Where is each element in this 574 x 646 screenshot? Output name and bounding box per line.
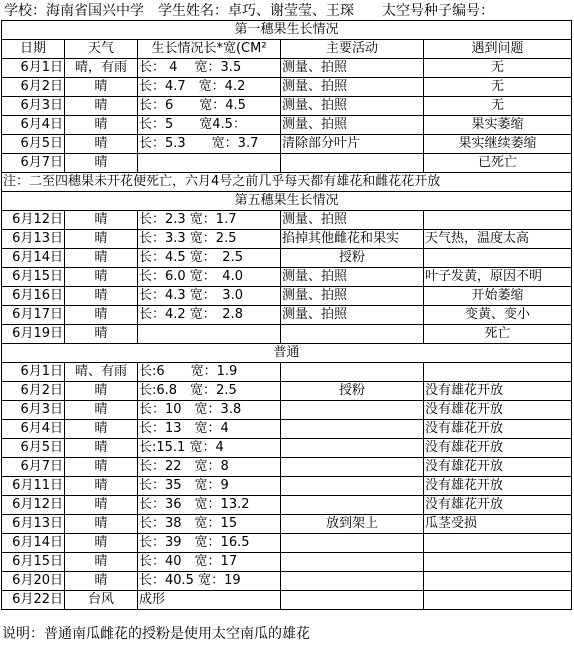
growth-cell: 长：4.3 宽： 3.0 [138, 287, 281, 306]
date-cell: 6月4日 [2, 420, 65, 439]
weather-cell: 晴 [65, 211, 138, 230]
weather-cell: 晴 [65, 325, 138, 344]
growth-cell: 长：5.3 宽：3.7 [138, 135, 281, 154]
table-row [2, 553, 572, 572]
activity-cell: 测量、拍照 [281, 306, 424, 325]
growth-cell: 长:6.8 宽：2.5 [138, 382, 281, 401]
growth-cell: 长：3.3 宽：2.5 [138, 230, 281, 249]
date-cell: 6月7日 [2, 154, 65, 173]
date-cell: 6月14日 [2, 249, 65, 268]
problem-cell: 没有雄花开放 [424, 458, 572, 477]
weather-cell: 晴 [65, 439, 138, 458]
activity-cell [281, 325, 424, 344]
table-row [2, 496, 572, 515]
growth-cell: 长：5 宽4.5： [138, 116, 281, 135]
weather-cell: 晴 [65, 458, 138, 477]
problem-cell [424, 572, 572, 591]
date-cell: 6月13日 [2, 230, 65, 249]
activity-cell [281, 154, 424, 173]
column-header: 日期 [2, 40, 65, 59]
activity-cell: 掐掉其他雌花和果实 [281, 230, 424, 249]
growth-cell: 长：40.5 宽：19 [138, 572, 281, 591]
activity-cell: 测量、拍照 [281, 211, 424, 230]
problem-cell: 叶子发黄，原因不明 [424, 268, 572, 287]
table-row [2, 97, 572, 116]
weather-cell: 晴、有雨 [65, 363, 138, 382]
weather-cell: 晴 [65, 496, 138, 515]
weather-cell: 晴 [65, 553, 138, 572]
table-row [2, 135, 572, 154]
table-row [2, 534, 572, 553]
growth-cell: 长：35 宽：9 [138, 477, 281, 496]
problem-cell: 没有雄花开放 [424, 382, 572, 401]
problem-cell: 死亡 [424, 325, 572, 344]
growth-cell: 长：22 宽：8 [138, 458, 281, 477]
weather-cell: 晴 [65, 382, 138, 401]
activity-cell [281, 458, 424, 477]
activity-cell [281, 534, 424, 553]
problem-cell: 没有雄花开放 [424, 477, 572, 496]
note-text: 注：二至四穗果未开花便死亡，六月4号之前几乎每天都有雄花和雌花花开放 [2, 173, 572, 192]
weather-cell: 晴 [65, 154, 138, 173]
table-row [2, 325, 572, 344]
date-cell: 6月15日 [2, 553, 65, 572]
section1-title-row [2, 21, 572, 40]
activity-cell: 授粉 [281, 382, 424, 401]
growth-cell: 长：6 宽：4.5 [138, 97, 281, 116]
table-row [2, 572, 572, 591]
growth-cell: 成形 [138, 591, 281, 610]
column-header: 生长情况长*宽(CM² [138, 40, 281, 59]
growth-record-table [1, 20, 572, 610]
table-row [2, 401, 572, 420]
activity-cell: 测量、拍照 [281, 78, 424, 97]
column-header: 主要活动 [281, 40, 424, 59]
problem-cell: 已死亡 [424, 154, 572, 173]
problem-cell [424, 591, 572, 610]
date-cell: 6月13日 [2, 515, 65, 534]
column-header: 天气 [65, 40, 138, 59]
table-row [2, 439, 572, 458]
problem-cell: 无 [424, 97, 572, 116]
weather-cell: 晴，有雨 [65, 59, 138, 78]
column-header-row [2, 40, 572, 59]
table-row [2, 230, 572, 249]
growth-cell [138, 325, 281, 344]
weather-cell: 晴 [65, 230, 138, 249]
problem-cell: 无 [424, 78, 572, 97]
activity-cell: 授粉 [281, 249, 424, 268]
problem-cell: 没有雄花开放 [424, 496, 572, 515]
activity-cell [281, 439, 424, 458]
date-cell: 6月3日 [2, 401, 65, 420]
date-cell: 6月5日 [2, 135, 65, 154]
problem-cell: 天气热，温度太高 [424, 230, 572, 249]
weather-cell: 晴 [65, 572, 138, 591]
activity-cell: 测量、拍照 [281, 287, 424, 306]
growth-cell: 长：39 宽：16.5 [138, 534, 281, 553]
problem-cell [424, 534, 572, 553]
table-row [2, 420, 572, 439]
activity-cell: 测量、拍照 [281, 116, 424, 135]
table-row [2, 382, 572, 401]
weather-cell: 晴 [65, 97, 138, 116]
growth-cell: 长：4.5 宽： 2.5 [138, 249, 281, 268]
table-row [2, 249, 572, 268]
activity-cell [281, 401, 424, 420]
growth-cell: 长：10 宽：3.8 [138, 401, 281, 420]
activity-cell [281, 477, 424, 496]
activity-cell: 测量、拍照 [281, 97, 424, 116]
weather-cell: 晴 [65, 78, 138, 97]
activity-cell [281, 553, 424, 572]
note-row [2, 173, 572, 192]
date-cell: 6月2日 [2, 382, 65, 401]
weather-cell: 晴 [65, 249, 138, 268]
growth-cell: 长：40 宽：17 [138, 553, 281, 572]
table-row [2, 458, 572, 477]
growth-cell: 长：13 宽：4 [138, 420, 281, 439]
table-row [2, 59, 572, 78]
date-cell: 6月12日 [2, 211, 65, 230]
activity-cell [281, 591, 424, 610]
table-row [2, 116, 572, 135]
growth-cell: 长:6 宽：1.9 [138, 363, 281, 382]
weather-cell: 晴 [65, 401, 138, 420]
section2-title-row [2, 192, 572, 211]
table-row [2, 515, 572, 534]
date-cell: 6月2日 [2, 78, 65, 97]
activity-cell [281, 363, 424, 382]
table-row [2, 591, 572, 610]
activity-cell: 清除部分叶片 [281, 135, 424, 154]
date-cell: 6月11日 [2, 477, 65, 496]
date-cell: 6月1日 [2, 363, 65, 382]
activity-cell: 测量、拍照 [281, 59, 424, 78]
weather-cell: 晴 [65, 287, 138, 306]
problem-cell [424, 249, 572, 268]
problem-cell: 变黄、变小 [424, 306, 572, 325]
date-cell: 6月4日 [2, 116, 65, 135]
activity-cell [281, 420, 424, 439]
weather-cell: 晴 [65, 515, 138, 534]
header-line: 学校：海南省国兴中学 学生姓名：卓巧、谢莹莹、王琛 太空号种子编号： [4, 3, 494, 19]
problem-cell: 无 [424, 59, 572, 78]
table-row [2, 306, 572, 325]
date-cell: 6月1日 [2, 59, 65, 78]
weather-cell: 晴 [65, 534, 138, 553]
date-cell: 6月22日 [2, 591, 65, 610]
problem-cell [424, 211, 572, 230]
weather-cell: 晴 [65, 135, 138, 154]
date-cell: 6月20日 [2, 572, 65, 591]
footer-note: 说明：普通南瓜雌花的授粉是使用太空南瓜的雄花 [2, 626, 310, 642]
problem-cell: 果实萎缩 [424, 116, 572, 135]
problem-cell: 开始萎缩 [424, 287, 572, 306]
problem-cell: 没有雄花开放 [424, 439, 572, 458]
table-row [2, 268, 572, 287]
date-cell: 6月3日 [2, 97, 65, 116]
weather-cell: 晴 [65, 477, 138, 496]
weather-cell: 晴 [65, 268, 138, 287]
problem-cell: 瓜茎受损 [424, 515, 572, 534]
section3-title-row [2, 344, 572, 363]
problem-cell: 没有雄花开放 [424, 420, 572, 439]
weather-cell: 台风 [65, 591, 138, 610]
growth-cell: 长：4.2 宽： 2.8 [138, 306, 281, 325]
date-cell: 6月16日 [2, 287, 65, 306]
table-row [2, 154, 572, 173]
growth-cell: 长：4.7 宽：4.2 [138, 78, 281, 97]
table-row [2, 287, 572, 306]
weather-cell: 晴 [65, 116, 138, 135]
section2-title: 第五穗果生长情况 [2, 192, 572, 211]
column-header: 遇到问题 [424, 40, 572, 59]
table-row [2, 363, 572, 382]
weather-cell: 晴 [65, 420, 138, 439]
growth-cell: 长：2.3 宽：1.7 [138, 211, 281, 230]
activity-cell: 放到架上 [281, 515, 424, 534]
date-cell: 6月7日 [2, 458, 65, 477]
weather-cell: 晴 [65, 306, 138, 325]
date-cell: 6月12日 [2, 496, 65, 515]
growth-cell [138, 154, 281, 173]
problem-cell: 没有雄花开放 [424, 401, 572, 420]
date-cell: 6月19日 [2, 325, 65, 344]
date-cell: 6月17日 [2, 306, 65, 325]
section1-title: 第一穗果生长情况 [2, 21, 572, 40]
date-cell: 6月15日 [2, 268, 65, 287]
table-row [2, 477, 572, 496]
growth-cell: 长：6.0 宽： 4.0 [138, 268, 281, 287]
growth-cell: 长:15.1 宽：4 [138, 439, 281, 458]
date-cell: 6月5日 [2, 439, 65, 458]
activity-cell: 测量、拍照 [281, 268, 424, 287]
activity-cell [281, 572, 424, 591]
date-cell: 6月14日 [2, 534, 65, 553]
table-row [2, 78, 572, 97]
growth-cell: 长： 4 宽：3.5 [138, 59, 281, 78]
table-row [2, 211, 572, 230]
section3-title: 普通 [2, 344, 572, 363]
problem-cell: 果实继续萎缩 [424, 135, 572, 154]
growth-cell: 长：38 宽：15 [138, 515, 281, 534]
activity-cell [281, 496, 424, 515]
problem-cell [424, 363, 572, 382]
growth-cell: 长：36 宽：13.2 [138, 496, 281, 515]
problem-cell [424, 553, 572, 572]
